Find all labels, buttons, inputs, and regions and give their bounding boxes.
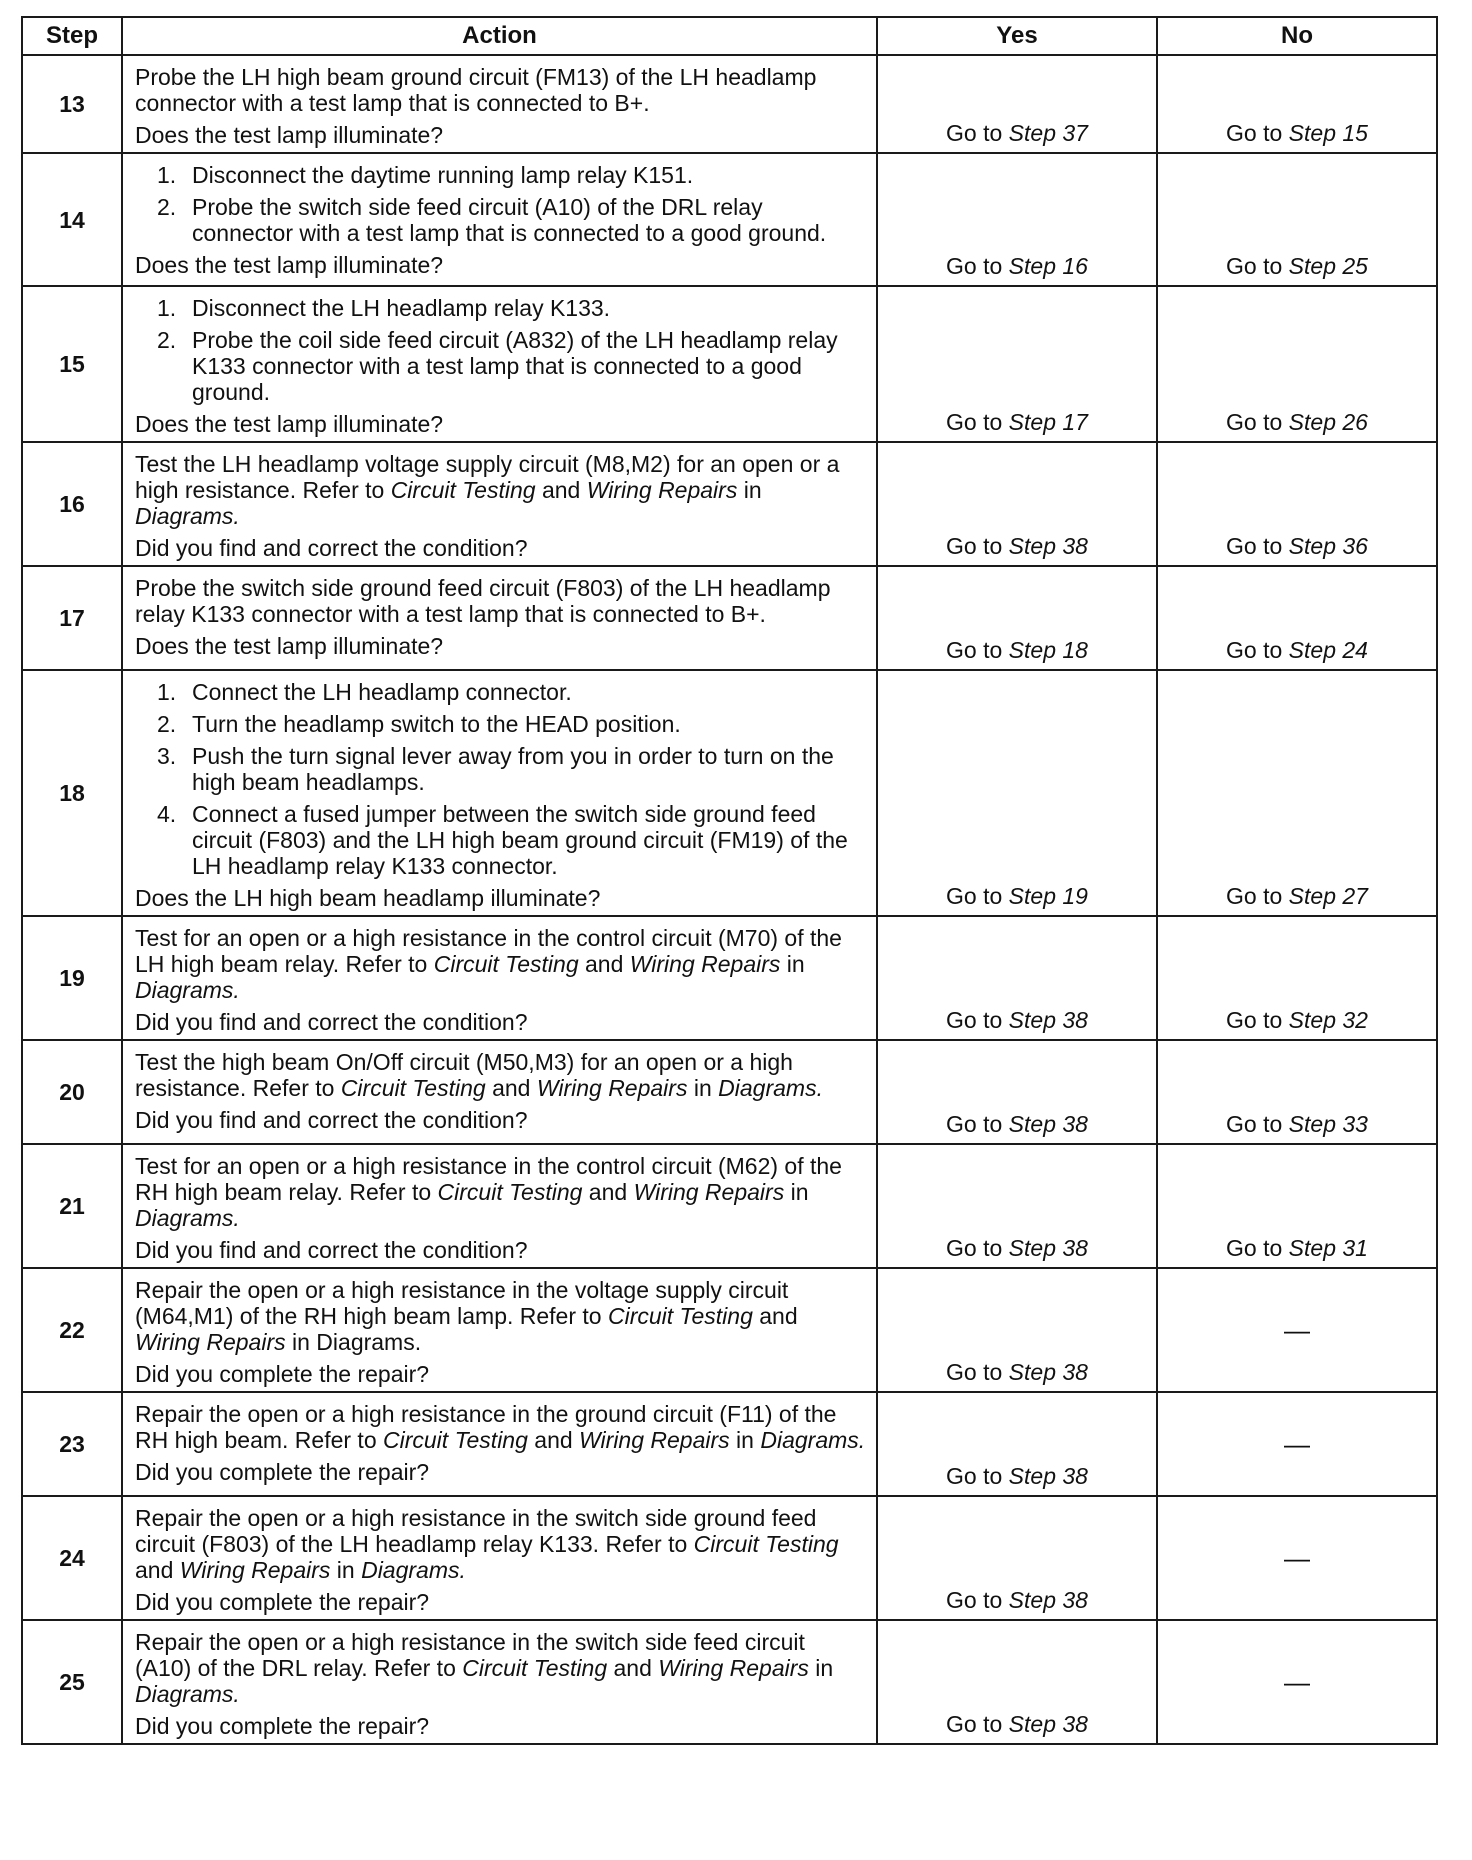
header-no: No: [1157, 17, 1437, 55]
no-result: [1157, 153, 1437, 286]
yes-result: [877, 286, 1157, 442]
sub-step-text: Connect the LH headlamp connector.: [192, 679, 572, 705]
action-text: [135, 1401, 866, 1453]
reference-link-text: Diagrams.: [361, 1557, 466, 1583]
action-text: [135, 64, 866, 116]
sub-step: [135, 679, 866, 705]
sub-step-number: 2.: [157, 711, 177, 737]
no-result: [1157, 916, 1437, 1040]
goto-step: Step 33: [1288, 1111, 1368, 1137]
action-question: Did you complete the repair?: [135, 1361, 430, 1387]
goto-step: Step 16: [1008, 253, 1088, 279]
goto-prefix: Go to: [1226, 1007, 1289, 1033]
header-step: Step: [22, 17, 122, 55]
sub-step-text: Push the turn signal lever away from you in order to turn on the high beam headlamps.: [192, 743, 834, 795]
table-row: [22, 153, 1437, 286]
sub-step-number: 4.: [157, 801, 177, 827]
no-result: [1157, 670, 1437, 916]
sub-step: [135, 327, 866, 405]
table-row: [22, 286, 1437, 442]
action-text-segment: Repair the open or a high resistance in the switch side feed circuit (A10) of the DRL relay. Refer to: [135, 1629, 805, 1681]
action-text-segment: in: [808, 1655, 834, 1681]
action-text-segment: Probe the LH high beam ground circuit (FM13) of the LH headlamp connector with a test lamp that is connected to B+.: [135, 64, 817, 116]
sub-step-list: [135, 679, 866, 879]
action-question: Did you find and correct the condition?: [135, 1237, 528, 1263]
goto-step: Step 38: [1008, 1111, 1088, 1137]
sub-step-text: Disconnect the daytime running lamp relay K151.: [192, 162, 694, 188]
sub-step: [135, 801, 866, 879]
sub-step: [135, 162, 866, 188]
yes-result: [877, 1268, 1157, 1392]
not-applicable-dash: —: [1284, 1543, 1310, 1573]
action-cell: [122, 1040, 877, 1144]
action-text-segment: in: [784, 1179, 809, 1205]
table-row: [22, 55, 1437, 153]
yes-result: [877, 1620, 1157, 1744]
sub-step-number: 1.: [157, 162, 177, 188]
step-number: 20: [22, 1040, 122, 1144]
reference-link-text: Circuit Testing: [462, 1655, 608, 1681]
sub-step-text: Turn the headlamp switch to the HEAD position.: [192, 711, 681, 737]
action-cell: [122, 286, 877, 442]
header-action: Action: [122, 17, 877, 55]
goto-step: Step 38: [1008, 1463, 1088, 1489]
no-result: [1157, 286, 1437, 442]
sub-step: [135, 743, 866, 795]
action-question: Did you complete the repair?: [135, 1459, 430, 1485]
sub-step-text: Probe the coil side feed circuit (A832) of the LH headlamp relay K133 connector with a test lamp that is connected to a good ground.: [192, 327, 838, 405]
sub-step-number: 3.: [157, 743, 177, 769]
no-result: [1157, 1392, 1437, 1496]
action-text-segment: and: [752, 1303, 798, 1329]
yes-result: [877, 442, 1157, 566]
sub-step-list: [135, 295, 866, 405]
action-text: [135, 575, 866, 627]
goto-step: Step 24: [1288, 637, 1368, 663]
reference-link-text: Wiring Repairs: [179, 1557, 331, 1583]
yes-result: [877, 566, 1157, 670]
action-text: [135, 451, 866, 529]
action-question: Does the test lamp illuminate?: [135, 252, 444, 278]
no-result: [1157, 1144, 1437, 1268]
reference-link-text: Diagrams.: [135, 1205, 240, 1231]
sub-step-list: [135, 162, 866, 246]
header-row: [22, 17, 1437, 55]
goto-prefix: Go to: [1226, 253, 1289, 279]
action-text-segment: in: [687, 1075, 719, 1101]
no-result: [1157, 1620, 1437, 1744]
goto-step: Step 26: [1288, 409, 1368, 435]
goto-prefix: Go to: [946, 1111, 1009, 1137]
yes-result: [877, 1144, 1157, 1268]
yes-result: [877, 1040, 1157, 1144]
goto-step: Step 17: [1008, 409, 1088, 435]
reference-link-text: Wiring Repairs: [633, 1179, 785, 1205]
goto-step: Step 36: [1288, 533, 1368, 559]
reference-link-text: Circuit Testing: [383, 1427, 528, 1453]
action-cell: [122, 1496, 877, 1620]
action-question: Does the LH high beam headlamp illuminate?: [135, 885, 601, 911]
not-applicable-dash: —: [1284, 1315, 1310, 1345]
action-cell: [122, 442, 877, 566]
action-question: Did you find and correct the condition?: [135, 1009, 528, 1035]
action-text-segment: Test for an open or a high resistance in the control circuit (M62) of the RH high beam relay. Refer to: [135, 1153, 842, 1205]
reference-link-text: Wiring Repairs: [629, 951, 781, 977]
goto-prefix: Go to: [1226, 533, 1289, 559]
goto-prefix: Go to: [946, 1463, 1009, 1489]
goto-prefix: Go to: [1226, 120, 1289, 146]
table-row: [22, 916, 1437, 1040]
goto-step: Step 25: [1288, 253, 1368, 279]
action-text-segment: Test the high beam On/Off circuit (M50,M3) for an open or a high resistance. Refer to: [135, 1049, 793, 1101]
action-text-segment: in: [330, 1557, 362, 1583]
action-text: [135, 1505, 866, 1583]
goto-prefix: Go to: [946, 409, 1009, 435]
reference-link-text: Circuit Testing: [340, 1075, 486, 1101]
action-text-segment: in: [737, 477, 762, 503]
action-text: [135, 925, 866, 1003]
no-result: [1157, 1496, 1437, 1620]
action-text-segment: and: [582, 1179, 634, 1205]
goto-prefix: Go to: [946, 1007, 1009, 1033]
goto-prefix: Go to: [1226, 1235, 1289, 1261]
action-question: Does the test lamp illuminate?: [135, 411, 444, 437]
no-result: [1157, 566, 1437, 670]
no-result: [1157, 1040, 1437, 1144]
sub-step: [135, 711, 866, 737]
goto-prefix: Go to: [1226, 637, 1289, 663]
action-cell: [122, 55, 877, 153]
action-text-segment: and: [578, 951, 630, 977]
action-cell: [122, 566, 877, 670]
action-cell: [122, 1268, 877, 1392]
goto-step: Step 18: [1008, 637, 1088, 663]
no-result: [1157, 442, 1437, 566]
goto-prefix: Go to: [946, 533, 1009, 559]
action-text-segment: and: [527, 1427, 580, 1453]
sub-step: [135, 194, 866, 246]
action-text-segment: in Diagrams.: [285, 1329, 422, 1355]
goto-prefix: Go to: [946, 1587, 1009, 1613]
table-row: [22, 1496, 1437, 1620]
action-text-segment: Test the LH headlamp voltage supply circuit (M8,M2) for an open or a high resistance. Refer to: [135, 451, 840, 503]
reference-link-text: Wiring Repairs: [586, 477, 738, 503]
sub-step-text: Connect a fused jumper between the switch side ground feed circuit (F803) and the LH high beam ground circuit (FM19) of the LH headlamp relay K133 connector.: [192, 801, 848, 879]
reference-link-text: Wiring Repairs: [135, 1329, 286, 1355]
reference-link-text: Circuit Testing: [437, 1179, 583, 1205]
goto-prefix: Go to: [1226, 883, 1289, 909]
table-row: [22, 1144, 1437, 1268]
step-number: 17: [22, 566, 122, 670]
goto-step: Step 38: [1008, 1235, 1088, 1261]
action-text-segment: Repair the open or a high resistance in the switch side ground feed circuit (F803) of the LH headlamp relay K133. Refer to: [135, 1505, 817, 1557]
goto-prefix: Go to: [946, 1235, 1009, 1261]
yes-result: [877, 670, 1157, 916]
action-text-segment: Probe the switch side ground feed circuit (F803) of the LH headlamp relay K133 connector with a test lamp that is connected to B+.: [135, 575, 831, 627]
no-result: [1157, 1268, 1437, 1392]
step-number: 21: [22, 1144, 122, 1268]
reference-link-text: Circuit Testing: [390, 477, 536, 503]
goto-prefix: Go to: [946, 1359, 1009, 1385]
action-text-segment: in: [729, 1427, 761, 1453]
sub-step-text: Disconnect the LH headlamp relay K133.: [192, 295, 611, 321]
step-number: 22: [22, 1268, 122, 1392]
sub-step-number: 2.: [157, 327, 177, 353]
goto-step: Step 37: [1008, 120, 1088, 146]
goto-step: Step 38: [1008, 1587, 1088, 1613]
not-applicable-dash: —: [1284, 1667, 1310, 1697]
sub-step-number: 2.: [157, 194, 177, 220]
action-question: Does the test lamp illuminate?: [135, 633, 444, 659]
goto-prefix: Go to: [1226, 409, 1289, 435]
yes-result: [877, 1496, 1157, 1620]
yes-result: [877, 153, 1157, 286]
goto-step: Step 38: [1008, 533, 1088, 559]
action-text-segment: Repair the open or a high resistance in the ground circuit (F11) of the RH high beam. Refer to: [135, 1401, 837, 1453]
diagnostic-table: [21, 16, 1438, 1745]
table-body: [22, 55, 1437, 1744]
yes-result: [877, 55, 1157, 153]
no-result: [1157, 55, 1437, 153]
goto-step: Step 38: [1008, 1711, 1088, 1737]
goto-step: Step 32: [1288, 1007, 1368, 1033]
reference-link-text: Diagrams.: [135, 503, 240, 529]
reference-link-text: Circuit Testing: [607, 1303, 753, 1329]
table-row: [22, 1620, 1437, 1744]
reference-link-text: Wiring Repairs: [658, 1655, 809, 1681]
action-text-segment: Repair the open or a high resistance in the voltage supply circuit (M64,M1) of the RH high beam lamp. Refer to: [135, 1277, 789, 1329]
table-row: [22, 566, 1437, 670]
yes-result: [877, 1392, 1157, 1496]
sub-step-number: 1.: [157, 679, 177, 705]
not-applicable-dash: —: [1284, 1429, 1310, 1459]
action-text-segment: and: [535, 477, 587, 503]
table-row: [22, 1268, 1437, 1392]
action-cell: [122, 1392, 877, 1496]
goto-step: Step 38: [1008, 1359, 1088, 1385]
reference-link-text: Wiring Repairs: [579, 1427, 730, 1453]
action-text: [135, 1629, 866, 1707]
action-question: Did you find and correct the condition?: [135, 1107, 528, 1133]
action-question: Did you complete the repair?: [135, 1713, 430, 1739]
goto-step: Step 19: [1008, 883, 1088, 909]
sub-step: [135, 295, 866, 321]
action-cell: [122, 153, 877, 286]
action-cell: [122, 1620, 877, 1744]
goto-step: Step 31: [1288, 1235, 1368, 1261]
reference-link-text: Diagrams.: [760, 1427, 866, 1453]
sub-step-text: Probe the switch side feed circuit (A10) of the DRL relay connector with a test lamp that is connected to a good ground.: [192, 194, 827, 246]
goto-prefix: Go to: [946, 253, 1009, 279]
reference-link-text: Circuit Testing: [433, 951, 579, 977]
goto-prefix: Go to: [946, 637, 1009, 663]
step-number: 15: [22, 286, 122, 442]
step-number: 25: [22, 1620, 122, 1744]
goto-step: Step 27: [1288, 883, 1368, 909]
action-text: [135, 1049, 866, 1101]
action-text-segment: in: [780, 951, 805, 977]
goto-prefix: Go to: [946, 883, 1009, 909]
action-text-segment: Test for an open or a high resistance in the control circuit (M70) of the LH high beam relay. Refer to: [135, 925, 842, 977]
action-text: [135, 1277, 866, 1355]
header-yes: Yes: [877, 17, 1157, 55]
action-text: [135, 1153, 866, 1231]
yes-result: [877, 916, 1157, 1040]
step-number: 24: [22, 1496, 122, 1620]
reference-link-text: Diagrams.: [135, 977, 240, 1003]
step-number: 19: [22, 916, 122, 1040]
action-text-segment: and: [607, 1655, 659, 1681]
step-number: 13: [22, 55, 122, 153]
action-question: Does the test lamp illuminate?: [135, 122, 444, 148]
step-number: 18: [22, 670, 122, 916]
reference-link-text: Diagrams.: [718, 1075, 823, 1101]
table-row: [22, 1392, 1437, 1496]
table-row: [22, 670, 1437, 916]
goto-prefix: Go to: [946, 120, 1009, 146]
action-cell: [122, 1144, 877, 1268]
step-number: 23: [22, 1392, 122, 1496]
goto-prefix: Go to: [1226, 1111, 1289, 1137]
step-number: 14: [22, 153, 122, 286]
reference-link-text: Wiring Repairs: [536, 1075, 688, 1101]
sub-step-number: 1.: [157, 295, 177, 321]
table-row: [22, 1040, 1437, 1144]
action-text-segment: and: [485, 1075, 537, 1101]
step-number: 16: [22, 442, 122, 566]
goto-prefix: Go to: [946, 1711, 1009, 1737]
action-cell: [122, 670, 877, 916]
action-text-segment: and: [135, 1557, 180, 1583]
table-row: [22, 442, 1437, 566]
action-question: Did you complete the repair?: [135, 1589, 430, 1615]
diagnostic-table-page: [21, 16, 1438, 1745]
reference-link-text: Diagrams.: [135, 1681, 240, 1707]
goto-step: Step 15: [1288, 120, 1368, 146]
action-cell: [122, 916, 877, 1040]
reference-link-text: Circuit Testing: [693, 1531, 839, 1557]
action-question: Did you find and correct the condition?: [135, 535, 528, 561]
goto-step: Step 38: [1008, 1007, 1088, 1033]
